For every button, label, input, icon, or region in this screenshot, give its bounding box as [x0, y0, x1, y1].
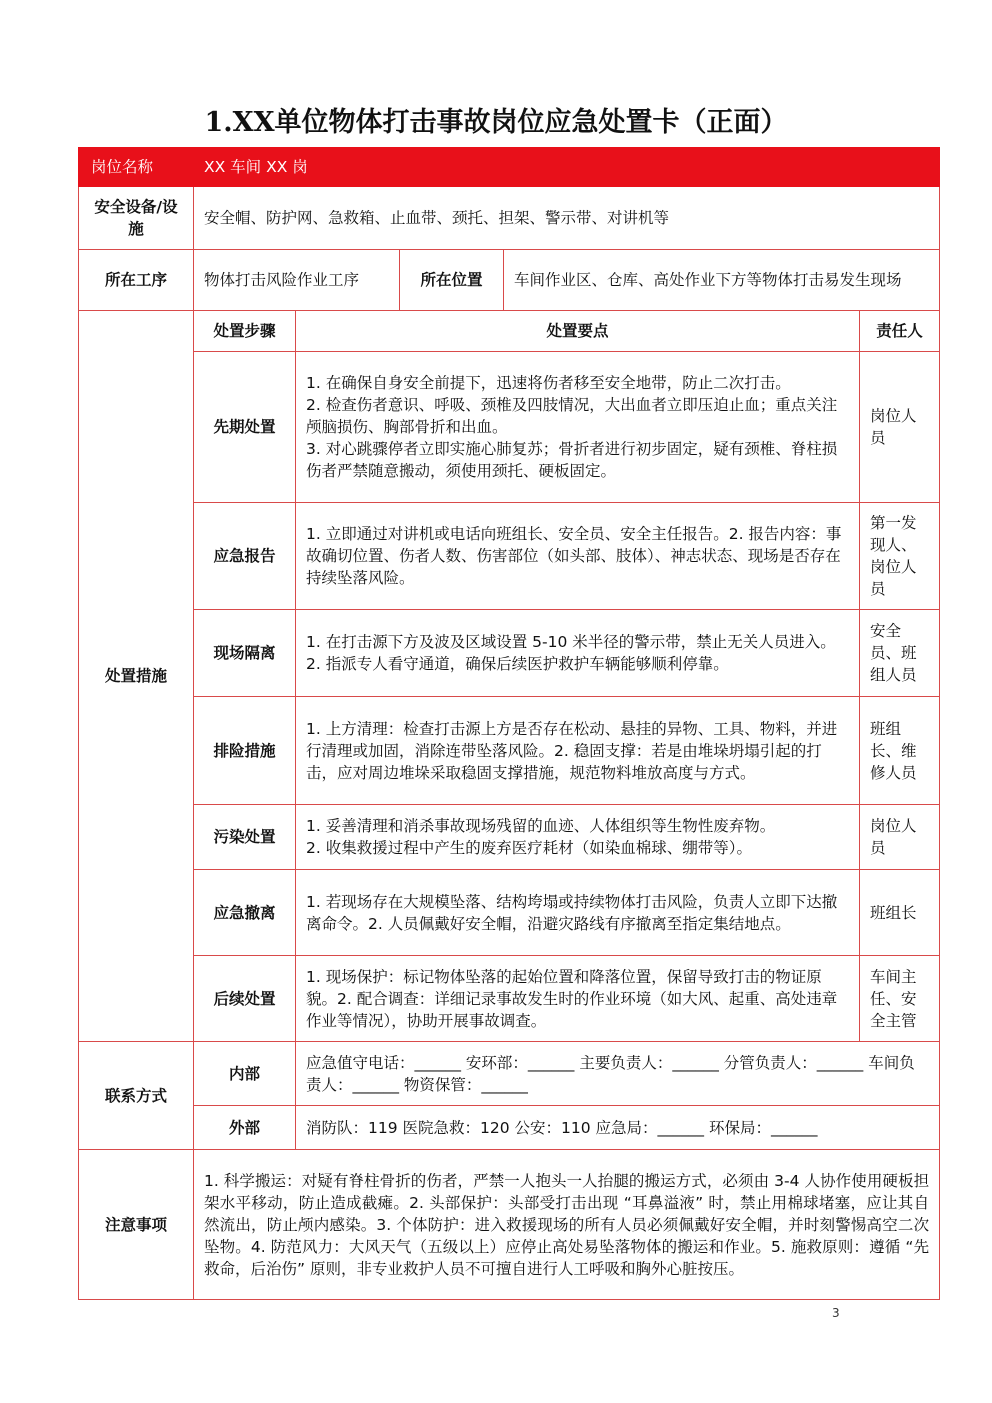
measure-row — [79, 870, 940, 956]
notes-text: 1. 科学搬运：对疑有脊柱骨折的伤者，严禁一人抱头一人抬腿的搬运方式，必须由 3-4 人协作使用硬板担架水平移动，防止造成截瘫。2. 头部保护：头部受打击出现 “耳鼻溢液” 时，禁止用棉球堵塞，应让其自然流出，防止颅内感染。3. 个体防护：进入救援现场的所有人员必须佩戴好安全帽，并时刻警惕高空二次坠物。4. 防范风力：大风天气（五级以上）应停止高处易坠落物体的搬运和作业。5. 施救原则：遵循 “先救命，后治伤” 原则，非专业救护人员不可擅自进行人工呼吸和胸外心脏按压。 — [194, 1150, 940, 1300]
emergency-card-table — [78, 147, 940, 1300]
step-name: 排险措施 — [194, 697, 296, 805]
contact-label: 联系方式 — [79, 1042, 194, 1150]
external-contacts: 消防队：119 医院急救：120 公安：110 应急局：______ 环保局：______ — [296, 1106, 940, 1150]
equipment-row — [79, 187, 940, 250]
page-title: 1.XX单位物体打击事故岗位应急处置卡（正面） — [204, 107, 788, 138]
step-points: 1. 上方清理：检查打击源上方是否存在松动、悬挂的异物、工具、物料，并进行清理或加固，消除连带坠落风险。2. 稳固支撑：若是由堆垛坍塌引起的打击，应对周边堆垛采取稳固支撑措施，规范物料堆放高度与方式。 — [296, 697, 860, 805]
step-responsible: 班组长 — [860, 870, 940, 956]
contact-internal-row — [79, 1042, 940, 1106]
equipment-value: 安全帽、防护网、急救箱、止血带、颈托、担架、警示带、对讲机等 — [194, 187, 940, 250]
step-responsible: 岗位人员 — [860, 805, 940, 870]
post-value: XX 车间 XX 岗 — [194, 148, 940, 187]
step-name: 污染处置 — [194, 805, 296, 870]
step-responsible: 车间主任、安全主管 — [860, 956, 940, 1042]
measure-row — [79, 610, 940, 697]
points-header: 处置要点 — [296, 311, 860, 352]
post-row — [79, 148, 940, 187]
step-responsible: 安全员、班组人员 — [860, 610, 940, 697]
step-points: 1. 立即通过对讲机或电话向班组长、安全员、安全主任报告。2. 报告内容：事故确切位置、伤者人数、伤害部位（如头部、肢体）、神志状态、现场是否存在持续坠落风险。 — [296, 503, 860, 610]
process-label: 所在工序 — [79, 250, 194, 311]
measure-row — [79, 352, 940, 503]
resp-header: 责任人 — [860, 311, 940, 352]
contact-external-row — [79, 1106, 940, 1150]
step-points: 1. 若现场存在大规模坠落、结构垮塌或持续物体打击风险，负责人立即下达撤离命令。2. 人员佩戴好安全帽，沿避灾路线有序撤离至指定集结地点。 — [296, 870, 860, 956]
internal-label: 内部 — [194, 1042, 296, 1106]
measure-row — [79, 956, 940, 1042]
step-points: 1. 妥善清理和消杀事故现场残留的血迹、人体组织等生物性废弃物。 2. 收集救援过程中产生的废弃医疗耗材（如染血棉球、绷带等）。 — [296, 805, 860, 870]
equipment-label: 安全设备/设施 — [79, 187, 194, 250]
step-responsible: 岗位人员 — [860, 352, 940, 503]
step-responsible: 第一发现人、岗位人员 — [860, 503, 940, 610]
internal-contacts: 应急值守电话：______ 安环部：______ 主要负责人：______ 分管负责人：______ 车间负责人：______ 物资保管：______ — [296, 1042, 940, 1106]
step-points: 1. 在确保自身安全前提下，迅速将伤者移至安全地带，防止二次打击。 2. 检查伤者意识、呼吸、颈椎及四肢情况，大出血者立即压迫止血；重点关注颅脑损伤、胸部骨折和出血。 3. 对心跳骤停者立即实施心肺复苏；骨折者进行初步固定，疑有颈椎、脊柱损伤者严禁随意搬动，须使用颈托、硬板固定。 — [296, 352, 860, 503]
step-name: 应急撤离 — [194, 870, 296, 956]
step-responsible: 班组长、维修人员 — [860, 697, 940, 805]
step-header: 处置步骤 — [194, 311, 296, 352]
notes-label: 注意事项 — [79, 1150, 194, 1300]
step-name: 现场隔离 — [194, 610, 296, 697]
measure-row — [79, 805, 940, 870]
process-value: 物体打击风险作业工序 — [194, 250, 400, 311]
measure-row — [79, 503, 940, 610]
location-label: 所在位置 — [400, 250, 504, 311]
page-number: 3 — [832, 1306, 840, 1320]
step-name: 后续处置 — [194, 956, 296, 1042]
location-value: 车间作业区、仓库、高处作业下方等物体打击易发生现场 — [504, 250, 940, 311]
notes-row — [79, 1150, 940, 1300]
external-label: 外部 — [194, 1106, 296, 1150]
measures-header-row — [79, 311, 940, 352]
measures-label: 处置措施 — [79, 311, 194, 1042]
post-label: 岗位名称 — [79, 148, 194, 187]
step-name: 先期处置 — [194, 352, 296, 503]
step-points: 1. 现场保护：标记物体坠落的起始位置和降落位置，保留导致打击的物证原貌。2. 配合调查：详细记录事故发生时的作业环境（如大风、起重、高处违章作业等情况），协助开展事故调查。 — [296, 956, 860, 1042]
step-name: 应急报告 — [194, 503, 296, 610]
measure-row — [79, 697, 940, 805]
step-points: 1. 在打击源下方及波及区域设置 5-10 米半径的警示带，禁止无关人员进入。2. 指派专人看守通道，确保后续医护救护车辆能够顺利停靠。 — [296, 610, 860, 697]
process-row — [79, 250, 940, 311]
